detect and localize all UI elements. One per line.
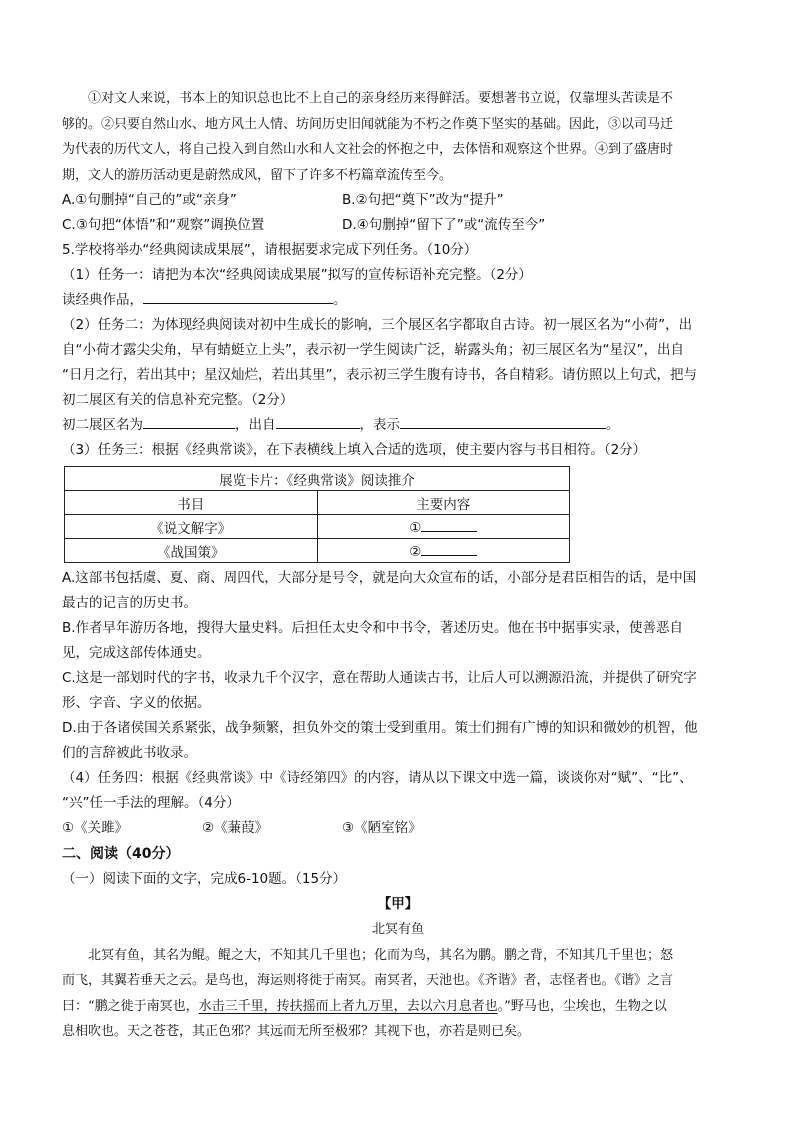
section-title: 二、阅读（40分） xyxy=(62,846,180,862)
book-cell: 《战国策》 xyxy=(65,539,318,563)
table-row xyxy=(65,515,570,539)
col-header-content: 主要内容 xyxy=(317,491,570,515)
fill-label: 。 xyxy=(606,417,620,433)
q5-option-b: 见，完成这部传体通史。 xyxy=(62,645,211,661)
col-header-book: 书目 xyxy=(65,491,318,515)
q5-task4: “兴”任一手法的理解。（4分） xyxy=(62,795,240,811)
option-c: C.③句把“体悟”和“观察”调换位置 xyxy=(62,217,265,233)
passage-line: 北冥有鱼，其名为鲲。鲲之大，不知其几千里也；化而为鸟，其名为鹏。鹏之背，不知其几千里也；怒 xyxy=(88,947,674,963)
q5-task4: （4）任务四：根据《经典常谈》中《诗经第四》的内容，请从以下课文中选一篇，谈谈你对“赋”、“比”、 xyxy=(62,770,693,786)
table-row xyxy=(65,539,570,563)
q5-task2: （2）任务二：为体现经典阅读对初中生成长的影响，三个展区名字都取自古诗。初一展区名为“小荷”，出 xyxy=(62,317,693,333)
q5-option-d: D.由于各诸侯国关系紧张，战争频繁，担负外交的策士受到重用。策士们拥有广博的知识和微妙的机智，他 xyxy=(62,720,698,736)
q5-task3: （3）任务三：根据《经典常谈》，在下表横线上填入合适的选项，使主要内容与书目相符。（2分） xyxy=(62,442,647,458)
passage-line: 够的。②只要自然山水、地方风土人情、坊间历史旧闻就能为不朽之作奠下坚实的基础。因此，③以司马迁 xyxy=(62,116,674,132)
answer-blank[interactable] xyxy=(421,541,477,556)
classical-passage xyxy=(62,943,734,1045)
q4-options-row-2 xyxy=(62,213,734,238)
content-cell xyxy=(317,515,570,539)
passage-line: 息相吹也。天之苍苍，其正色邪？其远而无所至极邪？其视下也，亦若是则已矣。 xyxy=(62,1024,531,1039)
zone-name-blank[interactable] xyxy=(143,413,235,429)
underlined-sentence: 水击三千里，抟扶摇而上者九万里，去以六月息者也 xyxy=(198,998,498,1014)
blank-mark: ① xyxy=(409,520,422,536)
section-subtitle: （一）阅读下面的文字，完成6-10题。（15分） xyxy=(62,871,347,887)
q5-task2-fill xyxy=(62,413,734,438)
q5-option-c: C.这是一部划时代的字书，收录九千个汉字，意在帮助人通读古书，让后人可以溯源沿流，并提供了研究字 xyxy=(62,670,697,686)
meaning-blank[interactable] xyxy=(400,413,606,429)
q5-stem: 5.学校将举办“经典阅读成果展”，请根据要求完成下列任务。（10分） xyxy=(62,242,478,258)
essay-title: 北冥有鱼 xyxy=(371,922,424,937)
exam-page xyxy=(62,86,734,1045)
slogan-suffix: 。 xyxy=(333,292,347,308)
text-option: ②《蒹葭》 xyxy=(202,820,269,836)
passage-label: 【甲】 xyxy=(377,896,419,912)
fill-label: ，出自 xyxy=(235,417,276,433)
slogan-prefix: 读经典作品， xyxy=(62,292,143,308)
q5-task2: 初二展区有关的信息补充完整。（2分） xyxy=(62,392,294,408)
option-b: B.②句把“奠下”改为“提升” xyxy=(342,192,504,208)
q5-option-a: A.这部书包括虞、夏、商、周四代，大部分是号令，就是向大众宣布的话，小部分是君臣相告的话，是中国 xyxy=(62,570,697,586)
fill-label: 初二展区名为 xyxy=(62,417,143,433)
content-cell xyxy=(317,539,570,563)
q5-task2: 自“小荷才露尖尖角，早有蜻蜓立上头”，表示初一学生阅读广泛，崭露头角；初三展区名为“星汉”，出自 xyxy=(62,342,684,358)
q4-passage xyxy=(62,86,734,188)
q5-option-c: 形、字音、字义的依据。 xyxy=(62,695,211,711)
passage-line: 期，文人的游历活动更是蔚然成风，留下了许多不朽篇章流传至今。 xyxy=(62,167,453,183)
q5-option-a: 最古的记言的历史书。 xyxy=(62,595,197,611)
answer-blank[interactable] xyxy=(421,517,477,532)
passage-line: 为代表的历代文人，将自己投入到自然山水和人文社会的怀抱之中，去体悟和观察这个世界。④到了盛唐时 xyxy=(62,142,674,157)
source-blank[interactable] xyxy=(276,413,360,429)
passage-line: ①对文人来说，书本上的知识总也比不上自己的亲身经历来得鲜活。要想著书立说，仅靠埋头苦读是不 xyxy=(88,91,674,106)
q5-task1-fill xyxy=(62,288,734,313)
card-title: 展览卡片：《经典常谈》阅读推介 xyxy=(65,467,570,491)
q5-task1: （1）任务一：请把为本次“经典阅读成果展”拟写的宣传标语补充完整。（2分） xyxy=(62,267,532,283)
q4-options-row-1 xyxy=(62,188,734,213)
slogan-blank[interactable] xyxy=(143,288,333,304)
text-option: ③《陋室铭》 xyxy=(342,820,422,836)
passage-line: 而飞，其翼若垂天之云。是鸟也，海运则将徙于南冥。南冥者，天池也。《齐谐》者，志怪者也。《谐》之言 xyxy=(62,973,674,988)
passage-text: 曰：“鹏之徙于南冥也， xyxy=(62,998,199,1014)
passage-text: 。”野马也，尘埃也，生物之以 xyxy=(497,998,667,1014)
q5-option-d: 们的言辞被此书收录。 xyxy=(62,745,197,761)
passage-line xyxy=(62,994,734,1020)
exhibit-card-table xyxy=(64,466,570,563)
text-option: ①《关雎》 xyxy=(62,820,129,836)
fill-label: ，表示 xyxy=(359,417,400,433)
q5-task4-options xyxy=(62,816,734,841)
q5-option-b: B.作者早年游历各地，搜得大量史料。后担任太史令和中书令，著述历史。他在书中据事实录，使善恶自 xyxy=(62,620,684,636)
q5-task2: “日月之行，若出其中；星汉灿烂，若出其里”，表示初三学生腹有诗书，各自精彩。请仿照以上句式，把与 xyxy=(62,367,697,383)
blank-mark: ② xyxy=(409,544,422,560)
option-d: D.④句删掉“留下了”或“流传至今” xyxy=(342,217,546,233)
option-a: A.①句删掉“自己的”或“亲身” xyxy=(62,192,237,208)
book-cell: 《说文解字》 xyxy=(65,515,318,539)
